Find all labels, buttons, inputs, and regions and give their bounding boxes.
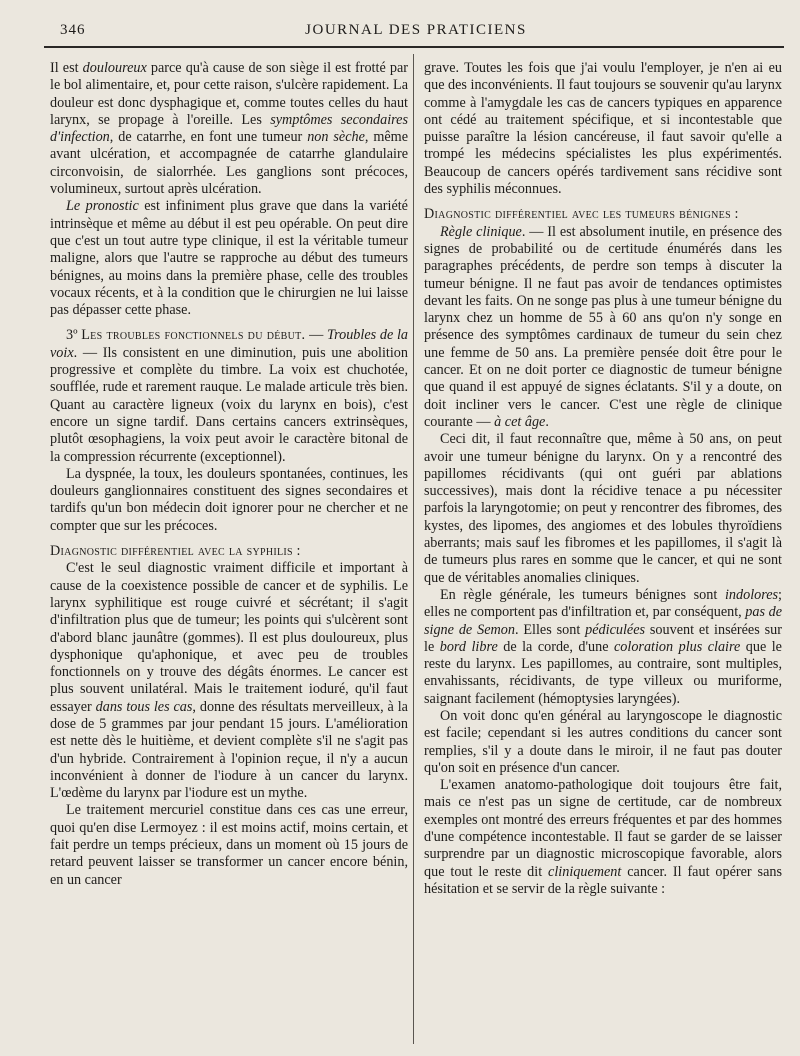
paragraph-general-rule: En règle générale, les tumeurs bénignes sont indolores; elles ne comportent pas d'infiltration et, par conséquent, pas de signe de Semon. Elles sont pédiculées souvent et insérées sur le bord libre de la corde, d'une coloration plus claire que le reste du larynx. Les papillomes, au contraire, sont multiples, envahissants, récidivants, de type villeux ou muriforme, saignant facilement (hémoptysies laryngées). [424,586,782,707]
paragraph-anatomo-pathology: L'examen anatomo-pathologique doit toujours être fait, mais ce n'est pas un signe de certitude, car de nombreux exemples ont montré des erreurs fréquentes et par des hommes d'une compétence incontestable. Il faut se garder de se laisser surprendre par un diagnostic microscopique favorable, alors que tout le reste dit cliniquement cancer. Il faut opérer sans hésitation et se servir de la règle suivante : [424,777,782,897]
heading-benign-tumors: Diagnostic différentiel avec les tumeurs bénignes : [424,206,739,223]
right-column [424,60,782,898]
paragraph-mercurial-treatment: Le traitement mercuriel constitue dans ces cas une erreur, quoi qu'en dise Lermoyez : il est moins actif, moins certain, et fait perdre un temps précieux, dans un moment où 15 jours de retard peuvent laisser se transformer un cancer encore bénin, en un cancer [50,802,408,888]
paragraph-laryngeal-pain: Il est douloureux parce qu'à cause de son siège il est frotté par le bol alimentaire, et, pour cette raison, s'ulcère rapidement. La douleur est donc dysphagique et, comme toutes celles du haut larynx, se propage à l'oreille. Les symptômes secondaires d'infection, de catarrhe, en font une tumeur non sèche, même avant ulcération, et accompagnée de catarrhe glandulaire circonvoisin, de sialorrhée. Les ganglions sont précoces, volumineux, surtout après ulcération. [50,60,409,198]
paragraph-prognosis: Le pronostic est infiniment plus grave que dans la variété intrinsèque et même au début il est peu opérable. On peut dire que c'est un tout autre type clinique, il est la véritable tumeur maligne, alors que l'autre se rapproche au début des tumeurs bénignes, au moins dans la première phase, celle des troubles vocaux récents, et à la condition que le chirurgien ne lui laisse pas dépasser cette phase. [50,198,408,319]
heading-syphilis-diagnosis: Diagnostic différentiel avec la syphilis : [50,543,301,560]
paragraph-continuation: grave. Toutes les fois que j'ai voulu l'employer, je n'en ai eu que des inconvénients. Il faut toujours se souvenir qu'au larynx comme à l'amygdale les cas de cancers typiques en apparence ont cédé au traitement spécifique, et si incontestable que puisse paraître la lésion cancéreuse, il faut savoir qu'elle a trompé les médecins spécialistes les plus expérimentés. Beaucoup de cancers opérés tardivement sans récidive sont des syphilis méconnues. [424,60,782,198]
paragraph-dyspnea: La dyspnée, la toux, les douleurs spontanées, continues, les douleurs ganglionnaires constituent des signes secondaires et tardifs qu'un bon médecin doit ignorer pour ne chercher et ne compter que sur les précoces. [50,465,408,534]
section-functional-troubles: 3º Les troubles fonctionnels du début. — Troubles de la voix. — Ils consistent en une diminution, puis une abolition progressive et complète du timbre. La voix est chuchotée, soufflée, rude et rarement rauque. Le malade articule très bien. Quant au caractère ligneux (voix du larynx en bois), c'est encore un signe tardif. Dans certains cancers extrinsèques, plutôt œsophagiens, la voix peut avoir le caractère bitonal de la compression récurrente (exceptionnel). [50,327,408,465]
header-rule [44,46,784,48]
paragraph-clinical-rule: Règle clinique. — Il est absolument inutile, en présence des signes de probabilité ou de certitude énumérés dans les paragraphes précédents, de perdre son temps à discuter la tumeur bénigne. Il ne faut pas avoir de tendances optimistes devant les faits. On ne songe pas plus à une tumeur bénigne du larynx chez un homme de 55 à 60 ans qu'on n'y songe en présence des symptômes cardinaux de tumeur du sein chez une femme de 50 ans. La première pensée doit être pour le cancer. Et on ne doit porter ce diagnostic de tumeur bénigne que quand il est appuyé de signes éclatants. S'il y a doute, on doit incliner vers le cancer. C'est une règle de clinique courante — à cet âge. [424,223,782,430]
page-number: 346 [60,22,86,38]
paragraph-laryngoscope: On voit donc qu'en général au laryngoscope le diagnostic est facile; cependant si les autres conditions du cancer sont remplies, s'il y a doute dans le miroir, il ne faut pas douter qu'on soit en présence d'un cancer. [424,707,782,776]
running-title: JOURNAL DES PRATICIENS [305,22,527,38]
paragraph-benign-tumors-age: Ceci dit, il faut reconnaître que, même à 50 ans, on peut avoir une tumeur bénigne du larynx. On y a rencontré des papillomes récidivants (qui ont guéri par ablations successives), mais dont la récidive tenace a pu nécessiter parfois la laryngotomie; on peut y rencontrer des fibromes, des kystes, des lipomes, des angiomes et des lobules thyroïdiens aberrants; mais sauf les fibromes et les papillomes, il s'agit là de tumeurs plus rares en somme que le cancer, et qui ne sont que de véritables anomalies cliniques. [424,431,782,586]
left-column [50,60,408,889]
paragraph-syphilis: C'est le seul diagnostic vraiment difficile et important à cause de la coexistence possible de cancer et de syphilis. Le larynx syphilitique est rouge cuivré et sécrétant; il s'agit d'infiltration plus que de tumeur; les points qui s'ulcèrent sont d'abord blanc jaunâtre (gommes). Il est plus douloureux, plus dysphonique qu'aphonique, et avec peu de troubles fonctionnels on y trouve des dégâts énormes. Le cancer est plus souvent unilatéral. Mais le traitement ioduré, qu'il faut essayer dans tous les cas, donne des résultats merveilleux, à la dose de 5 grammes par jour pendant 15 jours. L'amélioration est nette dès le huitième, et devient complète s'il ne s'agit pas d'un hybride. Contrairement à l'opinion reçue, il n'y a aucun inconvénient à donner de l'iodure à un cancer du larynx. L'œdème du larynx par l'iodure est un mythe. [50,560,408,802]
page-header [52,20,780,42]
column-divider [413,54,414,1044]
